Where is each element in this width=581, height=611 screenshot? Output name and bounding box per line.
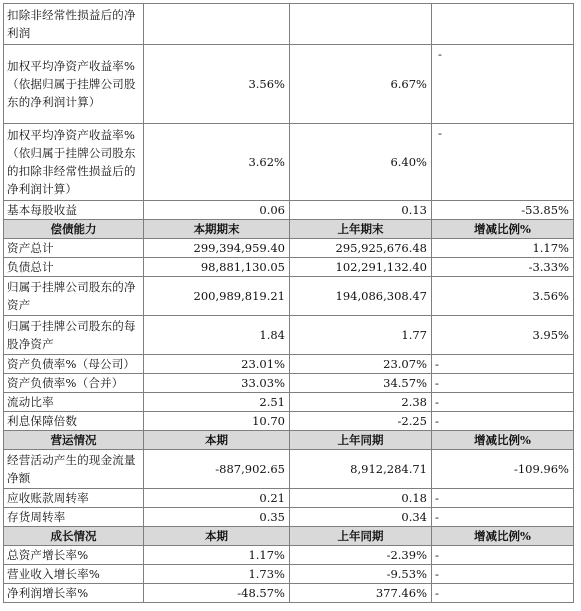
- header-cell: 上年期末: [290, 220, 432, 239]
- header-cell: 上年同期: [290, 527, 432, 546]
- previous-value: 6.40%: [290, 124, 432, 201]
- row-label: 加权平均净资产收益率%（依据归属于挂牌公司股东的净利润计算）: [4, 45, 144, 124]
- change-value: -: [432, 45, 574, 124]
- row-label: 资产负债率%（合并）: [4, 374, 144, 393]
- previous-value: 6.67%: [290, 45, 432, 124]
- table-row: [4, 584, 574, 603]
- row-label: 基本每股收益: [4, 201, 144, 220]
- change-value: -: [432, 584, 574, 603]
- change-value: -: [432, 412, 574, 431]
- header-cell: 偿债能力: [4, 220, 144, 239]
- change-value: -109.96%: [432, 450, 574, 489]
- header-cell: 增减比例%: [432, 431, 574, 450]
- previous-value: [290, 4, 432, 45]
- table-row: [4, 546, 574, 565]
- current-value: 299,394,959.40: [144, 239, 290, 258]
- table-row: [4, 508, 574, 527]
- table-row: [4, 393, 574, 412]
- row-label: 存货周转率: [4, 508, 144, 527]
- previous-value: 8,912,284.71: [290, 450, 432, 489]
- table-row: [4, 201, 574, 220]
- table-row: [4, 4, 574, 45]
- change-value: [432, 4, 574, 45]
- table-row: [4, 412, 574, 431]
- change-value: -: [432, 124, 574, 201]
- row-label: 归属于挂牌公司股东的每股净资产: [4, 316, 144, 355]
- previous-value: -9.53%: [290, 565, 432, 584]
- current-value: 3.62%: [144, 124, 290, 201]
- previous-value: 194,086,308.47: [290, 277, 432, 316]
- header-cell: 营运情况: [4, 431, 144, 450]
- previous-value: 377.46%: [290, 584, 432, 603]
- current-value: 33.03%: [144, 374, 290, 393]
- row-label: 营业收入增长率%: [4, 565, 144, 584]
- previous-value: 34.57%: [290, 374, 432, 393]
- table-row: [4, 316, 574, 355]
- table-row: [4, 374, 574, 393]
- current-value: 0.35: [144, 508, 290, 527]
- current-value: 1.84: [144, 316, 290, 355]
- financial-indicators-table: [3, 3, 574, 603]
- change-value: 3.56%: [432, 277, 574, 316]
- row-label: 加权平均净资产收益率%（依归属于挂牌公司股东的扣除非经常性损益后的净利润计算）: [4, 124, 144, 201]
- current-value: 1.73%: [144, 565, 290, 584]
- current-value: 23.01%: [144, 355, 290, 374]
- previous-value: 102,291,132.40: [290, 258, 432, 277]
- row-label: 总资产增长率%: [4, 546, 144, 565]
- table-row: [4, 489, 574, 508]
- previous-value: -2.25: [290, 412, 432, 431]
- current-value: [144, 4, 290, 45]
- current-value: 10.70: [144, 412, 290, 431]
- table-row: [4, 450, 574, 489]
- change-value: 1.17%: [432, 239, 574, 258]
- row-label: 利息保障倍数: [4, 412, 144, 431]
- table-row: [4, 565, 574, 584]
- row-label: 净利润增长率%: [4, 584, 144, 603]
- current-value: 0.06: [144, 201, 290, 220]
- current-value: 98,881,130.05: [144, 258, 290, 277]
- change-value: -53.85%: [432, 201, 574, 220]
- current-value: 2.51: [144, 393, 290, 412]
- row-label: 扣除非经常性损益后的净利润: [4, 4, 144, 45]
- change-value: -: [432, 565, 574, 584]
- financial-indicators-table-wrap: [3, 3, 574, 603]
- row-label: 资产负债率%（母公司）: [4, 355, 144, 374]
- previous-value: 2.38: [290, 393, 432, 412]
- header-cell: 增减比例%: [432, 527, 574, 546]
- table-row: [4, 355, 574, 374]
- section-header-operations: [4, 431, 574, 450]
- change-value: -: [432, 508, 574, 527]
- row-label: 应收账款周转率: [4, 489, 144, 508]
- previous-value: 295,925,676.48: [290, 239, 432, 258]
- section-header-growth: [4, 527, 574, 546]
- row-label: 负债总计: [4, 258, 144, 277]
- current-value: 200,989,819.21: [144, 277, 290, 316]
- row-label: 经营活动产生的现金流量净额: [4, 450, 144, 489]
- table-row: [4, 45, 574, 124]
- previous-value: 0.18: [290, 489, 432, 508]
- current-value: 0.21: [144, 489, 290, 508]
- table-row: [4, 258, 574, 277]
- change-value: -: [432, 355, 574, 374]
- change-value: 3.95%: [432, 316, 574, 355]
- change-value: -3.33%: [432, 258, 574, 277]
- table-row: [4, 277, 574, 316]
- change-value: -: [432, 546, 574, 565]
- current-value: -48.57%: [144, 584, 290, 603]
- previous-value: 23.07%: [290, 355, 432, 374]
- section-header-debt: [4, 220, 574, 239]
- header-cell: 增减比例%: [432, 220, 574, 239]
- current-value: -887,902.65: [144, 450, 290, 489]
- previous-value: 1.77: [290, 316, 432, 355]
- header-cell: 本期期末: [144, 220, 290, 239]
- change-value: -: [432, 393, 574, 412]
- header-cell: 上年同期: [290, 431, 432, 450]
- previous-value: 0.34: [290, 508, 432, 527]
- row-label: 资产总计: [4, 239, 144, 258]
- header-cell: 成长情况: [4, 527, 144, 546]
- change-value: -: [432, 374, 574, 393]
- table-row: [4, 124, 574, 201]
- previous-value: 0.13: [290, 201, 432, 220]
- change-value: -: [432, 489, 574, 508]
- header-cell: 本期: [144, 527, 290, 546]
- table-row: [4, 239, 574, 258]
- row-label: 流动比率: [4, 393, 144, 412]
- header-cell: 本期: [144, 431, 290, 450]
- previous-value: -2.39%: [290, 546, 432, 565]
- current-value: 3.56%: [144, 45, 290, 124]
- row-label: 归属于挂牌公司股东的净资产: [4, 277, 144, 316]
- current-value: 1.17%: [144, 546, 290, 565]
